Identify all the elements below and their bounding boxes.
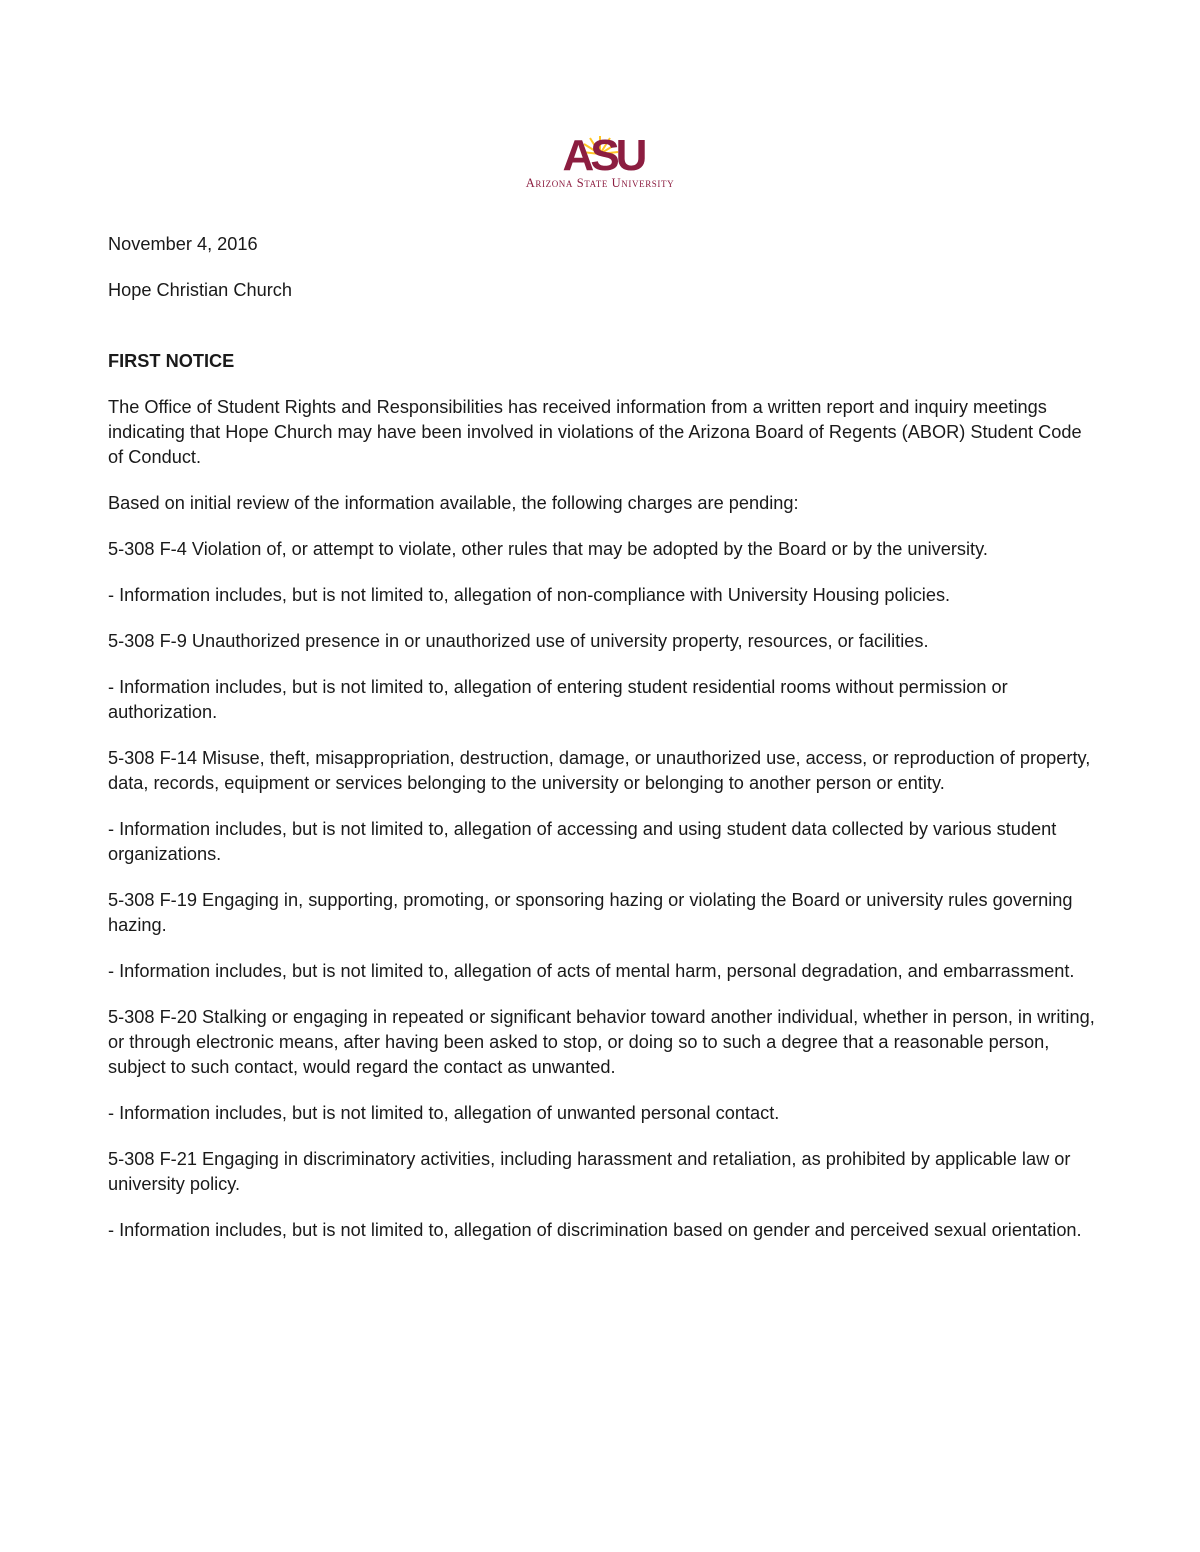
- asu-logo: [480, 118, 720, 198]
- charge-info: - Information includes, but is not limited to, allegation of accessing and using student data collected by various student organizations.: [108, 819, 1057, 864]
- letter-recipient: Hope Christian Church: [108, 280, 292, 300]
- asu-logo-mark: [554, 128, 652, 174]
- notice-heading: FIRST NOTICE: [108, 351, 235, 371]
- charge-info: - Information includes, but is not limited to, allegation of discrimination based on gender and perceived sexual orientation.: [108, 1220, 1082, 1240]
- charges-list: [108, 537, 1098, 1243]
- charge-title: 5-308 F-4 Violation of, or attempt to violate, other rules that may be adopted by the Board or by the university.: [108, 539, 988, 559]
- intro-paragraph: The Office of Student Rights and Responsibilities has received information from a written report and inquiry meetings indicating that Hope Church may have been involved in violations of the Arizona Board of Regents (ABOR) Student Code of Conduct.: [108, 397, 1082, 467]
- charge-title: 5-308 F-14 Misuse, theft, misappropriation, destruction, damage, or unauthorized use, access, or reproduction of property, data, records, equipment or services belonging to the university or belonging to another person or entity.: [108, 748, 1091, 793]
- charge-info: - Information includes, but is not limited to, allegation of unwanted personal contact.: [108, 1103, 780, 1123]
- charge-info: - Information includes, but is not limited to, allegation of entering student residential rooms without permission or authorization.: [108, 677, 1008, 722]
- asu-logo-subtitle: Arizona State University: [525, 176, 675, 190]
- asu-logo-letters: ASU: [562, 131, 644, 174]
- charge-info: - Information includes, but is not limited to, allegation of acts of mental harm, personal degradation, and embarrassment.: [108, 961, 1075, 981]
- charge-title: 5-308 F-9 Unauthorized presence in or unauthorized use of university property, resources, or facilities.: [108, 631, 929, 651]
- charge-title: 5-308 F-21 Engaging in discriminatory activities, including harassment and retaliation, as prohibited by applicable law or university policy.: [108, 1149, 1071, 1194]
- charge-title: 5-308 F-19 Engaging in, supporting, promoting, or sponsoring hazing or violating the Board or university rules governing hazing.: [108, 890, 1073, 935]
- pending-charges-paragraph: Based on initial review of the information available, the following charges are pending:: [108, 493, 799, 513]
- charge-info: - Information includes, but is not limited to, allegation of non-compliance with University Housing policies.: [108, 585, 951, 605]
- charge-title: 5-308 F-20 Stalking or engaging in repeated or significant behavior toward another individual, whether in person, in writing, or through electronic means, after having been asked to stop, or doing so to such a degree that a reasonable person, subject to such contact, would regard the contact as unwanted.: [108, 1007, 1095, 1077]
- letter-body: [108, 232, 1098, 1243]
- letter-date: November 4, 2016: [108, 234, 258, 254]
